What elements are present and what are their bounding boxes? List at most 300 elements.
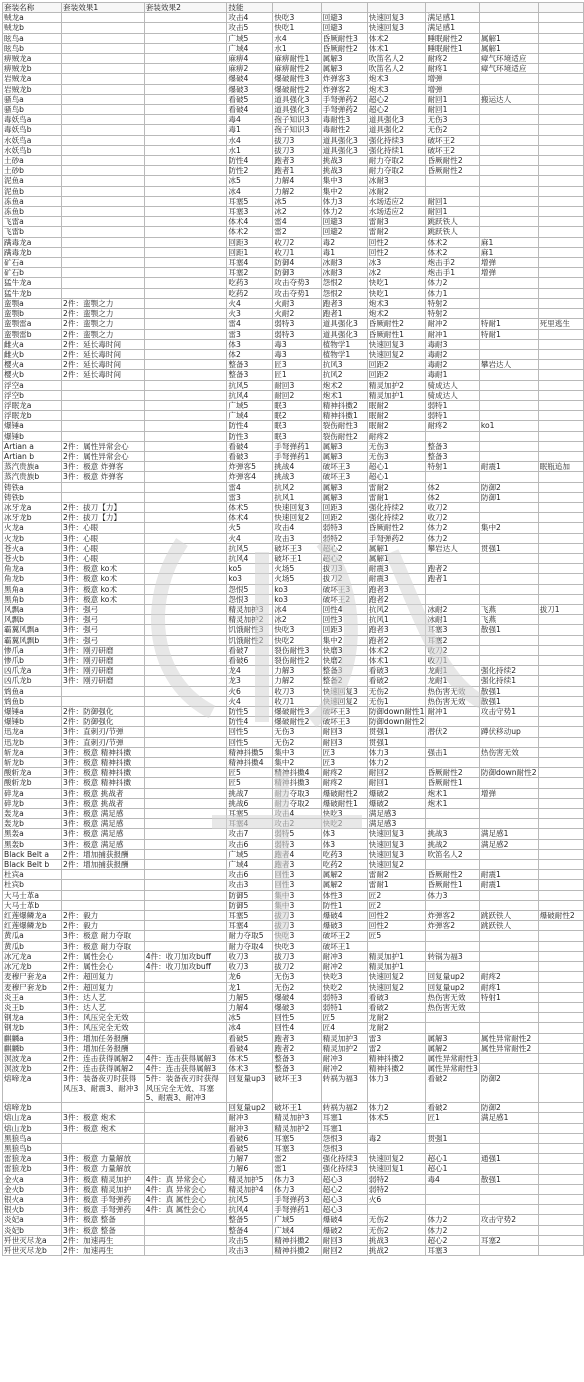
set-name-cell: 蹒毒龙b: [3, 247, 62, 257]
skill-3-cell: 属解3: [321, 64, 367, 74]
set-name-cell: 爆锤b: [3, 717, 62, 727]
skill-2-cell: 无伤3: [273, 972, 321, 982]
set-effect-1-cell: 3件：极意 ko术: [62, 594, 145, 604]
set-name-cell: 风飘b: [3, 615, 62, 625]
set-name-cell: 雌火a: [3, 339, 62, 349]
set-effect-1-cell: 3件：极意 手弩弹药: [62, 1205, 145, 1215]
table-row: [3, 594, 584, 604]
skill-7-cell: [538, 3, 583, 13]
skill-7-cell: [538, 247, 583, 257]
set-name-cell: 蛮颚雷b: [3, 329, 62, 339]
set-effect-2-cell: [144, 849, 227, 859]
set-name-cell: 炎妃a: [3, 1215, 62, 1225]
set-effect-1-cell: 3件：强弓: [62, 615, 145, 625]
skill-1-cell: 耐力夺取5: [227, 931, 273, 941]
set-name-cell: 碎龙a: [3, 788, 62, 798]
set-name-cell: 酸斩龙b: [3, 778, 62, 788]
skill-7-cell: [538, 125, 583, 135]
skill-3-cell: 怨恨3: [321, 1133, 367, 1143]
table-row: [3, 574, 584, 584]
skill-2-cell: 匠1: [273, 370, 321, 380]
skill-5-cell: 转锅为福3: [426, 951, 479, 961]
skill-3-cell: 破坏王3: [321, 717, 367, 727]
set-effect-1-cell: 3件：极意 ko术: [62, 564, 145, 574]
skill-2-cell: [273, 3, 321, 13]
set-effect-1-cell: [62, 74, 145, 84]
set-effect-1-cell: 2件：拔刀【力】: [62, 513, 145, 523]
set-name-cell: 骚鸟b: [3, 105, 62, 115]
skill-1-cell: 广域5: [227, 849, 273, 859]
skill-4-cell: 看破2: [367, 676, 426, 686]
skill-3-cell: 怨恨3: [321, 1144, 367, 1154]
skill-5-cell: 睡眠耐性1: [426, 43, 479, 53]
skill-7-cell: [538, 390, 583, 400]
skill-1-cell: 看破4: [227, 105, 273, 115]
skill-5-cell: 耐疼2: [426, 421, 479, 431]
skill-5-cell: 体力1: [426, 288, 479, 298]
skill-6-cell: [479, 809, 538, 819]
skill-3-cell: 耐冲2: [321, 962, 367, 972]
skill-6-cell: 飞燕: [479, 604, 538, 614]
skill-3-cell: 道具强化3: [321, 145, 367, 155]
set-effect-2-cell: [144, 880, 227, 890]
skill-5-cell: 超心1: [426, 1164, 479, 1174]
skill-7-cell: [538, 268, 583, 278]
skill-1-cell: 怨恨3: [227, 594, 273, 604]
skill-2-cell: 眠2: [273, 411, 321, 421]
table-row: [3, 166, 584, 176]
set-name-cell: 金火a: [3, 1174, 62, 1184]
skill-7-cell: [538, 686, 583, 696]
skill-4-cell: 体术5: [367, 1113, 426, 1123]
skill-6-cell: 特射1: [479, 992, 538, 1002]
skill-5-cell: 毒耐2: [426, 360, 479, 370]
skill-4-cell: 无伤3: [367, 441, 426, 451]
skill-4-cell: 快速回复3: [367, 849, 426, 859]
skill-2-cell: 弱特3: [273, 319, 321, 329]
skill-2-cell: 体力3: [273, 1184, 321, 1194]
skill-5-cell: 强击1: [426, 747, 479, 757]
skill-3-cell: 耐回3: [321, 737, 367, 747]
table-row: [3, 1043, 584, 1053]
set-name-cell: 炎王b: [3, 1002, 62, 1012]
set-effect-2-cell: [144, 1144, 227, 1154]
skill-1-cell: 耳塞2: [227, 268, 273, 278]
set-effect-2-cell: [144, 247, 227, 257]
skill-6-cell: [479, 74, 538, 84]
skill-4-cell: 龙耐2: [367, 1013, 426, 1023]
skill-6-cell: [479, 594, 538, 604]
skill-3-cell: 快速回复2: [321, 696, 367, 706]
set-effect-1-cell: 2件：连击获得属解2: [62, 1064, 145, 1074]
skill-1-cell: 抗风4: [227, 1205, 273, 1215]
skill-2-cell: 爆破4: [273, 992, 321, 1002]
skill-5-cell: 特射1: [426, 462, 479, 472]
skill-5-cell: [426, 941, 479, 951]
set-effect-2-cell: [144, 972, 227, 982]
skill-6-cell: [479, 951, 538, 961]
set-name-cell: 冻鱼b: [3, 207, 62, 217]
table-row: [3, 604, 584, 614]
skill-4-cell: 防御down耐性2: [368, 717, 425, 727]
skill-4-cell: 无伤2: [367, 1215, 426, 1225]
skill-7-cell: [538, 849, 583, 859]
skill-3-cell: 整备3: [321, 666, 367, 676]
skill-6-cell: [479, 207, 538, 217]
set-effect-1-cell: 2件：加速再生: [62, 1235, 145, 1245]
skill-2-cell: 精神抖擞4: [273, 768, 321, 778]
skill-7-cell: [538, 115, 583, 125]
skill-5-cell: [426, 737, 479, 747]
table-row: [3, 186, 584, 196]
set-name-cell: 麦穆尸套龙a: [3, 972, 62, 982]
set-effect-1-cell: [62, 1103, 145, 1113]
skill-6-cell: [479, 635, 538, 645]
skill-7-cell: [538, 574, 583, 584]
skill-2-cell: 无伤2: [273, 982, 321, 992]
set-effect-1-cell: 3件：极意 精神抖擞: [62, 758, 145, 768]
set-effect-1-cell: [62, 207, 145, 217]
set-effect-1-cell: [62, 54, 145, 64]
skill-5-cell: 整备3: [426, 451, 479, 461]
set-effect-1-cell: 2件：属性异常会心: [62, 441, 145, 451]
skill-7-cell: [538, 656, 583, 666]
table-row: [3, 13, 584, 23]
set-effect-1-cell: [62, 380, 145, 390]
skill-2-cell: 力解4: [273, 176, 321, 186]
skill-4-cell: 回性2: [367, 247, 426, 257]
skill-7-cell: [538, 166, 583, 176]
skill-7-cell: [538, 921, 583, 931]
set-effect-2-cell: [144, 472, 227, 482]
skill-4-cell: 满足感3: [367, 819, 426, 829]
skill-1-cell: 雷3: [227, 492, 273, 502]
skill-2-cell: 毒3: [273, 349, 321, 359]
skill-5-cell: [426, 186, 479, 196]
skill-3-cell: 破坏王3: [321, 584, 367, 594]
table-row: [3, 584, 584, 594]
skill-7-cell: [538, 258, 583, 268]
set-effect-2-cell: [144, 635, 227, 645]
set-effect-2-cell: [144, 625, 227, 635]
set-effect-2-cell: [144, 727, 227, 737]
set-effect-1-cell: 3件：极意 炸弹客: [62, 472, 145, 482]
skill-5-cell: 挑战2: [426, 839, 479, 849]
set-effect-2-cell: [144, 1002, 227, 1012]
set-effect-2-cell: [144, 145, 227, 155]
skill-2-cell: 弱特3: [273, 839, 321, 849]
table-row: [3, 1064, 584, 1074]
skill-3-cell: 毒2: [321, 237, 367, 247]
set-effect-1-cell: [62, 115, 145, 125]
set-effect-2-cell: [144, 656, 227, 666]
set-name-cell: 雷狼龙a: [3, 1154, 62, 1164]
skill-2-cell: 雷2: [273, 227, 321, 237]
skill-2-cell: 快吃3: [273, 941, 321, 951]
skill-4-cell: 眠耐2: [367, 400, 426, 410]
skill-5-cell: [426, 1123, 479, 1133]
set-effect-2-cell: [144, 400, 227, 410]
table-row: [3, 921, 584, 931]
skill-3-cell: 超心2: [321, 553, 367, 563]
skill-1-cell: 精灵加护2: [227, 615, 273, 625]
table-row: [3, 370, 584, 380]
set-effect-1-cell: 3件：心眼: [62, 553, 145, 563]
set-name-cell: 凶爪龙b: [3, 676, 62, 686]
table-row: [3, 33, 584, 43]
skill-2-cell: 体力3: [273, 1174, 321, 1184]
skill-7-cell: [538, 94, 583, 104]
set-name-cell: 蛮颚a: [3, 298, 62, 308]
skill-6-cell: 特耐1: [479, 319, 538, 329]
set-name-cell: 泥鱼b: [3, 186, 62, 196]
set-effect-1-cell: [62, 400, 145, 410]
table-row: [3, 237, 584, 247]
table-row: [3, 1174, 584, 1184]
set-effect-2-cell: 4件：收刀加攻buff: [144, 962, 227, 972]
set-effect-1-cell: 3件：极意 耐力夺取: [62, 941, 145, 951]
set-name-cell: 角龙a: [3, 564, 62, 574]
table-row: [3, 880, 584, 890]
skill-5-cell: 看破2: [426, 1074, 479, 1103]
skill-2-cell: 耐回3: [273, 380, 321, 390]
set-name-cell: 黑轰a: [3, 829, 62, 839]
set-effect-2-cell: [144, 584, 227, 594]
skill-4-cell: 耐力夺取2: [367, 166, 426, 176]
skill-7-cell: [538, 502, 583, 512]
skill-6-cell: [479, 196, 538, 206]
set-name-cell: 银火a: [3, 1195, 62, 1205]
skill-3-cell: 道具强化3: [321, 329, 367, 339]
skill-2-cell: 快吃1: [273, 23, 321, 33]
skill-2-cell: 弱特5: [273, 829, 321, 839]
set-effect-2-cell: [144, 564, 227, 574]
set-effect-2-cell: [144, 604, 227, 614]
skill-5-cell: 体力2: [426, 533, 479, 543]
skill-5-cell: 收刀2: [426, 513, 479, 523]
skill-5-cell: 体术2: [426, 247, 479, 257]
skill-1-cell: 火6: [227, 686, 273, 696]
skill-3-cell: 拔刀2: [321, 574, 367, 584]
skill-7-cell: [538, 227, 583, 237]
set-effect-2-cell: [144, 778, 227, 788]
set-effect-2-cell: [144, 54, 227, 64]
skill-7-cell: [538, 778, 583, 788]
set-name-cell: 浮眠龙a: [3, 400, 62, 410]
skill-3-cell: 超心2: [321, 543, 367, 553]
set-effect-2-cell: [144, 390, 227, 400]
set-effect-1-cell: 3件：极意 ko术: [62, 584, 145, 594]
set-effect-2-cell: [144, 94, 227, 104]
skill-4-cell: 快速回复2: [367, 1154, 426, 1164]
skill-3-cell: 弱特1: [321, 1002, 367, 1012]
skill-3-cell: 体3: [321, 829, 367, 839]
set-effect-2-cell: 4件：连击获得属解3: [144, 1053, 227, 1063]
skill-1-cell: 攻击6: [227, 870, 273, 880]
skill-4-cell: 龙耐2: [367, 1023, 426, 1033]
skill-4-cell: 雷耐1: [367, 880, 426, 890]
skill-1-cell: 耳塞4: [227, 921, 273, 931]
skill-6-cell: [479, 819, 538, 829]
skill-3-cell: 挑战3: [321, 156, 367, 166]
skill-7-cell: [538, 186, 583, 196]
set-effect-2-cell: [144, 819, 227, 829]
set-effect-1-cell: [62, 900, 145, 910]
skill-4-cell: 精灵加护1: [367, 962, 426, 972]
set-effect-2-cell: 5件：装备夜刃时获得风压完全无效、耳塞5、耐震3、耐冲3: [144, 1074, 227, 1103]
skill-5-cell: [426, 1195, 479, 1205]
skill-3-cell: 炸弹客2: [321, 84, 367, 94]
skill-7-cell: [538, 1133, 583, 1143]
table-row: [3, 360, 584, 370]
set-effect-1-cell: [62, 288, 145, 298]
skill-6-cell: 属性异常耐性2: [479, 1033, 538, 1043]
set-effect-1-cell: [62, 156, 145, 166]
skill-4-cell: 体术2: [367, 645, 426, 655]
skill-2-cell: 拔刀3: [273, 921, 321, 931]
skill-2-cell: 收刀3: [273, 686, 321, 696]
table-body: [3, 3, 584, 1256]
set-effect-1-cell: 3件：增加任务报酬: [62, 1043, 145, 1053]
skill-2-cell: 眠3: [273, 421, 321, 431]
skill-3-cell: 炮术2: [321, 380, 367, 390]
skill-7-cell: [538, 74, 583, 84]
table-row: [3, 1215, 584, 1225]
skill-4-cell: 炮术2: [367, 309, 426, 319]
skill-4-cell: 体力2: [367, 758, 426, 768]
skill-5-cell: [426, 1205, 479, 1215]
skill-6-cell: [479, 502, 538, 512]
skill-4-cell: 贯强1: [367, 727, 426, 737]
skill-6-cell: 属解1: [479, 43, 538, 53]
skill-7-cell: [538, 1246, 583, 1256]
skill-4-cell: 回性2: [367, 911, 426, 921]
set-name-cell: 矿石a: [3, 258, 62, 268]
skill-4-cell: 爆破2: [367, 798, 426, 808]
skill-1-cell: 看破5: [227, 1033, 273, 1043]
skill-4-cell: 跑者3: [367, 625, 426, 635]
skill-7-cell: [538, 1154, 583, 1164]
skill-2-cell: 跑者2: [273, 1043, 321, 1053]
table-row: [3, 747, 584, 757]
skill-7-cell: [538, 768, 583, 778]
skill-4-cell: 满足感3: [367, 809, 426, 819]
skill-2-cell: 防御3: [273, 268, 321, 278]
skill-4-cell: 耐回1: [367, 778, 426, 788]
set-name-cell: 猛牛龙b: [3, 288, 62, 298]
skill-7-cell: [538, 13, 583, 23]
set-effect-1-cell: 3件：达人艺: [62, 1002, 145, 1012]
skill-6-cell: 强化持续2: [479, 666, 538, 676]
set-effect-2-cell: [144, 319, 227, 329]
set-effect-2-cell: [144, 227, 227, 237]
skill-1-cell: 攻击6: [227, 839, 273, 849]
skill-4-cell: 快速回复3: [367, 23, 426, 33]
skill-7-cell: [538, 1013, 583, 1023]
skill-4-cell: 弱特2: [367, 1184, 426, 1194]
skill-4-cell: 看破3: [367, 992, 426, 1002]
skill-1-cell: 看破3: [227, 451, 273, 461]
table-row: [3, 217, 584, 227]
skill-2-cell: 手弩弹药1: [273, 1205, 321, 1215]
table-row: [3, 972, 584, 982]
set-effect-1-cell: 2件：蛮颚之力: [62, 298, 145, 308]
set-name-cell: 风飘a: [3, 604, 62, 614]
skill-4-cell: 雷耐1: [367, 492, 426, 502]
skill-2-cell: 抗风2: [273, 482, 321, 492]
skill-4-cell: 强化持续2: [367, 502, 426, 512]
set-name-cell: 麦穆尸套龙b: [3, 982, 62, 992]
skill-6-cell: [479, 900, 538, 910]
skill-5-cell: 跑者1: [426, 574, 479, 584]
set-name-cell: 浮眠龙b: [3, 411, 62, 421]
skill-4-cell: 吹笛名人2: [367, 64, 426, 74]
set-effect-1-cell: 3件：直刺刃/节弹: [62, 727, 145, 737]
skill-1-cell: 麻痹4: [227, 54, 273, 64]
set-effect-1-cell: [62, 23, 145, 33]
skill-2-cell: 破坏王1: [273, 1103, 321, 1113]
skill-6-cell: [479, 125, 538, 135]
set-effect-2-cell: [144, 115, 227, 125]
skill-2-cell: 攻击2: [273, 819, 321, 829]
skill-6-cell: 搬运达人: [479, 94, 538, 104]
skill-1-cell: 精灵加护3: [227, 604, 273, 614]
table-row: [3, 564, 584, 574]
skill-2-cell: 耐力夺取2: [273, 798, 321, 808]
skill-4-cell: 超心2: [367, 105, 426, 115]
skill-3-cell: 匠4: [321, 1023, 367, 1033]
skill-6-cell: [479, 860, 538, 870]
skill-2-cell: 攻击夺势1: [273, 288, 321, 298]
skill-3-cell: [321, 3, 367, 13]
skill-5-cell: [426, 962, 479, 972]
skill-1-cell: 火5: [227, 523, 273, 533]
skill-4-cell: 体力3: [367, 1074, 426, 1103]
skill-6-cell: [479, 962, 538, 972]
skill-5-cell: [426, 594, 479, 604]
skill-4-cell: 贯强1: [367, 737, 426, 747]
set-effect-2-cell: [144, 502, 227, 512]
skill-7-cell: [538, 1103, 583, 1113]
set-effect-2-cell: [144, 645, 227, 655]
skill-6-cell: [479, 584, 538, 594]
skill-5-cell: [426, 176, 479, 186]
skill-7-cell: 拔刀1: [538, 604, 583, 614]
skill-4-cell: 无伤3: [367, 451, 426, 461]
skill-5-cell: 昏厥耐性2: [426, 156, 479, 166]
table-row: [3, 768, 584, 778]
skill-3-cell: 匠5: [321, 1013, 367, 1023]
table-row: [3, 105, 584, 115]
skill-3-cell: 耳塞1: [321, 1123, 367, 1133]
set-effect-1-cell: [62, 64, 145, 74]
set-effect-1-cell: 3件：极意 力量解放: [62, 1164, 145, 1174]
skill-1-cell: 挑战7: [227, 788, 273, 798]
skill-1-cell: 防性4: [227, 717, 273, 727]
set-name-cell: 蹒毒龙a: [3, 237, 62, 247]
skill-4-cell: 无伤2: [367, 1225, 426, 1235]
skill-3-cell: 回避3: [321, 13, 367, 23]
skill-6-cell: 满足感1: [479, 829, 538, 839]
skill-7-cell: [538, 1235, 583, 1245]
skill-6-cell: 攻击守势2: [479, 1215, 538, 1225]
set-name-cell: 轰龙a: [3, 809, 62, 819]
set-effect-2-cell: [144, 1123, 227, 1133]
set-effect-2-cell: [144, 982, 227, 992]
skill-4-cell: 冰3: [367, 258, 426, 268]
set-effect-1-cell: 2件：延长毒时间: [62, 349, 145, 359]
skill-3-cell: 精灵加护2: [321, 1043, 367, 1053]
